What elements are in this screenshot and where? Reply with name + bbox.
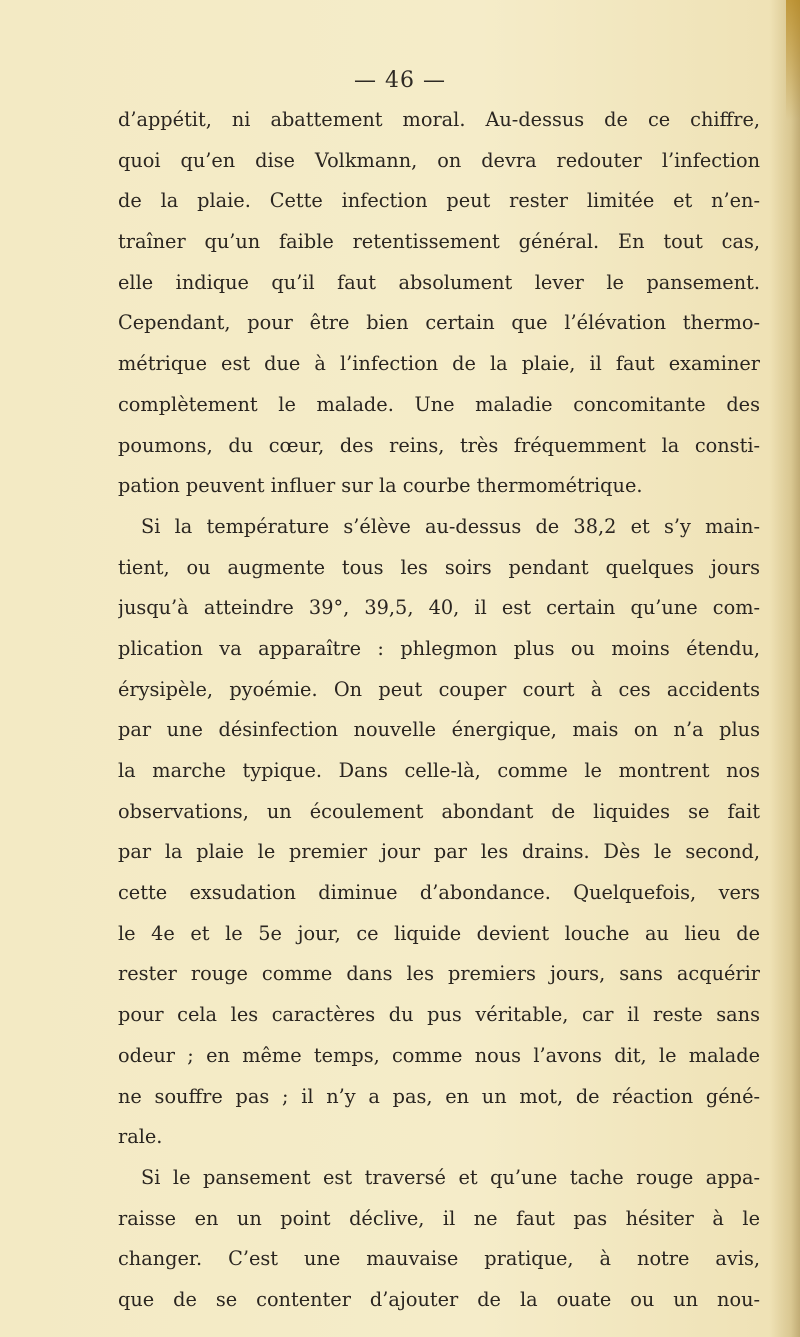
- text-line: que de se contenter d’ajouter de la ouate ou un nou-: [118, 1287, 760, 1311]
- text-line: quoi qu’en dise Volkmann, on devra redouter l’infection: [118, 148, 760, 172]
- text-line: complètement le malade. Une maladie concomitante des: [118, 392, 760, 416]
- text-line: plication va apparaître : phlegmon plus ou moins étendu,: [118, 636, 760, 660]
- text-line: Si la température s’élève au-dessus de 38,2 et s’y main-: [141, 514, 760, 538]
- text-line: le 4e et le 5e jour, ce liquide devient louche au lieu de: [118, 921, 760, 945]
- text-line: tient, ou augmente tous les soirs pendant quelques jours: [118, 555, 760, 579]
- page-number: — 46 —: [354, 68, 446, 93]
- text-line: traîner qu’un faible retentissement général. En tout cas,: [118, 230, 760, 254]
- text-line: de la plaie. Cette infection peut rester limitée et n’en-: [118, 189, 760, 213]
- text-line: Si le pansement est traversé et qu’une tache rouge appa-: [141, 1165, 760, 1189]
- text-line: rester rouge comme dans les premiers jours, sans acquérir: [118, 962, 760, 986]
- text-line: pation peuvent influer sur la courbe thermométrique.: [118, 474, 643, 498]
- text-line: elle indique qu’il faut absolument lever le pansement.: [118, 270, 760, 294]
- text-line: par une désinfection nouvelle énergique, mais on n’a plus: [118, 718, 760, 742]
- text-line: métrique est due à l’infection de la plaie, il faut examiner: [118, 352, 760, 376]
- text-line: Cependant, pour être bien certain que l’élévation thermo-: [118, 311, 760, 335]
- text-line: cette exsudation diminue d’abondance. Quelquefois, vers: [118, 881, 760, 905]
- text-line: par la plaie le premier jour par les drains. Dès le second,: [118, 840, 760, 864]
- body-text: [118, 100, 760, 1321]
- text-line: raisse en un point déclive, il ne faut pas hésiter à le: [118, 1206, 760, 1230]
- text-line: d’appétit, ni abattement moral. Au-dessus de ce chiffre,: [118, 108, 760, 131]
- text-line: changer. C’est une mauvaise pratique, à notre avis,: [118, 1247, 760, 1271]
- text-line: odeur ; en même temps, comme nous l’avons dit, le malade: [118, 1043, 760, 1067]
- text-line: jusqu’à atteindre 39°, 39,5, 40, il est certain qu’une com-: [118, 596, 760, 620]
- text-line: la marche typique. Dans celle-là, comme le montrent nos: [118, 759, 760, 782]
- text-line: observations, un écoulement abondant de liquides se fait: [118, 799, 760, 823]
- text-line: ne souffre pas ; il n’y a pas, en un mot, de réaction géné-: [118, 1084, 760, 1108]
- text-line: pour cela les caractères du pus véritable, car il reste sans: [118, 1003, 760, 1027]
- text-line: érysipèle, pyoémie. On peut couper court à ces accidents: [118, 677, 760, 701]
- text-line: poumons, du cœur, des reins, très fréquemment la consti-: [118, 433, 760, 457]
- text-line: rale.: [118, 1125, 163, 1149]
- page-edge-shadow: [770, 0, 800, 1337]
